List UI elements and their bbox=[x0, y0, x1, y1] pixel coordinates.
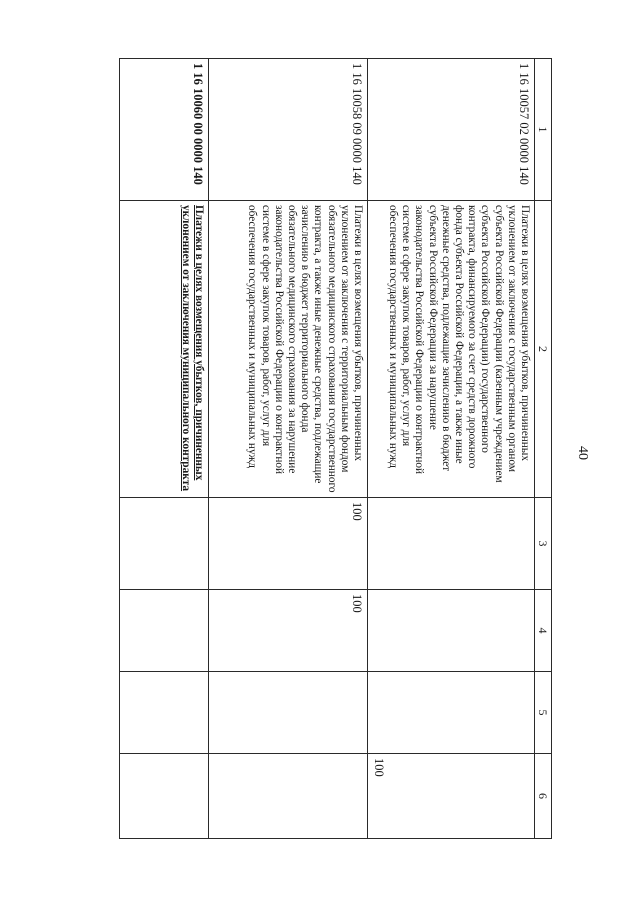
row-code: 1 16 10057 02 0000 140 bbox=[367, 59, 534, 201]
table-row bbox=[208, 59, 367, 839]
row-col6-value: 100 bbox=[367, 754, 534, 839]
row-col4-value bbox=[367, 590, 534, 672]
column-header-1: 1 bbox=[534, 59, 551, 201]
table-row bbox=[367, 59, 534, 839]
column-header-2: 2 bbox=[534, 201, 551, 498]
row-col3-value bbox=[119, 498, 208, 590]
column-header-5: 5 bbox=[534, 672, 551, 754]
row-description: Платежи в целях возмещения убытков, причиненных уклонением от заключения с территориальным фондом обязательного медицинского страхования государственного контракта, а также иные денежные средства, подлежащие зачислению в бюджет территориального фонда обязательного медицинского страхования за нарушение законодательства Российской Федерации о контрактной системе в сфере закупок товаров, работ, услуг для обеспечения государственных и муниципальных нужд bbox=[208, 201, 367, 498]
row-col5-value bbox=[208, 672, 367, 754]
column-header-4: 4 bbox=[534, 590, 551, 672]
column-header-3: 3 bbox=[534, 498, 551, 590]
row-col4-value bbox=[119, 590, 208, 672]
row-col3-value: 100 bbox=[208, 498, 367, 590]
row-col4-value: 100 bbox=[208, 590, 367, 672]
row-col5-value bbox=[119, 672, 208, 754]
rotated-table-container bbox=[120, 58, 552, 838]
table-row bbox=[119, 59, 208, 839]
row-code: 1 16 10060 00 0000 140 bbox=[119, 59, 208, 201]
row-col5-value bbox=[367, 672, 534, 754]
budget-classification-table bbox=[119, 58, 552, 839]
row-code: 1 16 10058 09 0000 140 bbox=[208, 59, 367, 201]
row-col6-value bbox=[208, 754, 367, 839]
page-number: 40 bbox=[575, 446, 590, 460]
row-col6-value bbox=[119, 754, 208, 839]
row-description: Платежи в целях возмещения убытков, причиненных уклонением от заключения муниципального контракта bbox=[119, 201, 208, 498]
row-col3-value bbox=[367, 498, 534, 590]
row-description: Платежи в целях возмещения убытков, причиненных уклонением от заключения с государственным органом субъекта Российской Федерации (казенным учреждением субъекта Российской Федерации) государственного контракта, финансируемого за счет средств дорожного фонда субъекта Российской Федерации, а также иные денежные средства, подлежащие зачислению в бюджет субъекта Российской Федерации за нарушение законодательства Российской Федерации о контрактной системе в сфере закупок товаров, работ, услуг для обеспечения государственных и муниципальных нужд bbox=[367, 201, 534, 498]
column-header-6: 6 bbox=[534, 754, 551, 839]
header-row bbox=[534, 59, 551, 839]
